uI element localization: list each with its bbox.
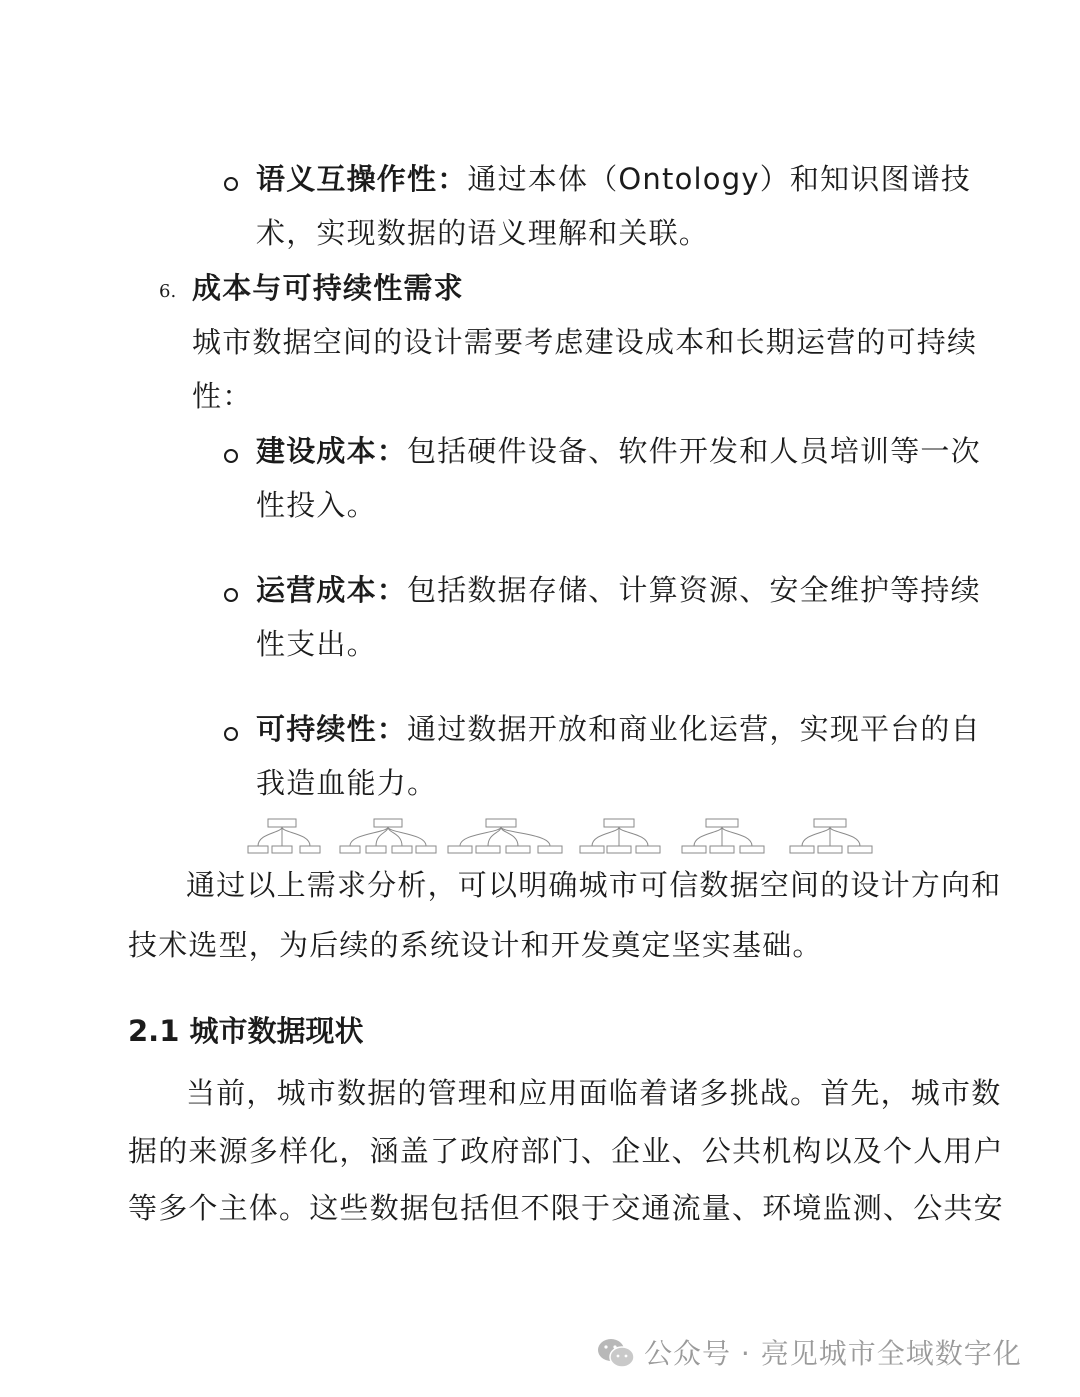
section-heading: 2.1 城市数据现状 bbox=[128, 1014, 364, 1048]
section-intro-line-1: 城市数据空间的设计需要考虑建设成本和长期运营的可持续 bbox=[192, 325, 978, 359]
bullet-icon bbox=[224, 449, 238, 463]
desc-text: 通过本体（Ontology）和知识图谱技 bbox=[467, 162, 972, 196]
term-semantic-interop: 语义互操作性： bbox=[256, 162, 468, 196]
requirements-tree-diagram bbox=[246, 816, 886, 860]
tree-diagram-4 bbox=[580, 819, 660, 853]
tree-diagram-2 bbox=[340, 819, 436, 853]
list-item-1-line-1 bbox=[256, 159, 971, 199]
tree-diagram-3 bbox=[448, 819, 562, 853]
section-title: 成本与可持续性需求 bbox=[192, 271, 464, 305]
tree-diagram-5 bbox=[682, 819, 764, 853]
section-number: 6. bbox=[159, 281, 177, 302]
paragraph-line-1: 当前，城市数据的管理和应用面临着诸多挑战。首先，城市数 bbox=[186, 1076, 1002, 1110]
list-item-3-line-2: 性支出。 bbox=[256, 627, 377, 661]
term-sustainability: 可持续性： bbox=[256, 712, 408, 746]
paragraph-line-2: 据的来源多样化，涵盖了政府部门、企业、公共机构以及个人用户 bbox=[128, 1134, 1004, 1168]
list-item-2-line-1 bbox=[256, 431, 981, 471]
list-item-1-line-2: 术，实现数据的语义理解和关联。 bbox=[256, 216, 710, 250]
bullet-icon bbox=[224, 727, 238, 741]
list-item-3-line-1 bbox=[256, 570, 981, 610]
tree-diagram-1 bbox=[248, 819, 320, 853]
term-construction-cost: 建设成本： bbox=[256, 434, 408, 468]
term-operation-cost: 运营成本： bbox=[256, 573, 408, 607]
paragraph-line-3: 等多个主体。这些数据包括但不限于交通流量、环境监测、公共安 bbox=[128, 1191, 1004, 1225]
desc-text: 包括硬件设备、软件开发和人员培训等一次 bbox=[407, 434, 981, 468]
list-item-2-line-2: 性投入。 bbox=[256, 488, 377, 522]
wechat-icon bbox=[596, 1336, 636, 1370]
desc-text: 包括数据存储、计算资源、安全维护等持续 bbox=[407, 573, 981, 607]
section-intro-line-2: 性： bbox=[192, 379, 253, 413]
summary-line-2: 技术选型，为后续的系统设计和开发奠定坚实基础。 bbox=[128, 928, 823, 962]
list-item-4-line-2: 我造血能力。 bbox=[256, 766, 438, 800]
bullet-icon bbox=[224, 588, 238, 602]
list-item-4-line-1 bbox=[256, 709, 981, 749]
desc-text: 通过数据开放和商业化运营，实现平台的自 bbox=[407, 712, 981, 746]
watermark-text: 公众号 · 亮见城市全域数字化 bbox=[644, 1337, 1022, 1370]
tree-diagram-6 bbox=[790, 819, 872, 853]
bullet-icon bbox=[224, 177, 238, 191]
summary-line-1: 通过以上需求分析，可以明确城市可信数据空间的设计方向和 bbox=[186, 868, 1002, 902]
